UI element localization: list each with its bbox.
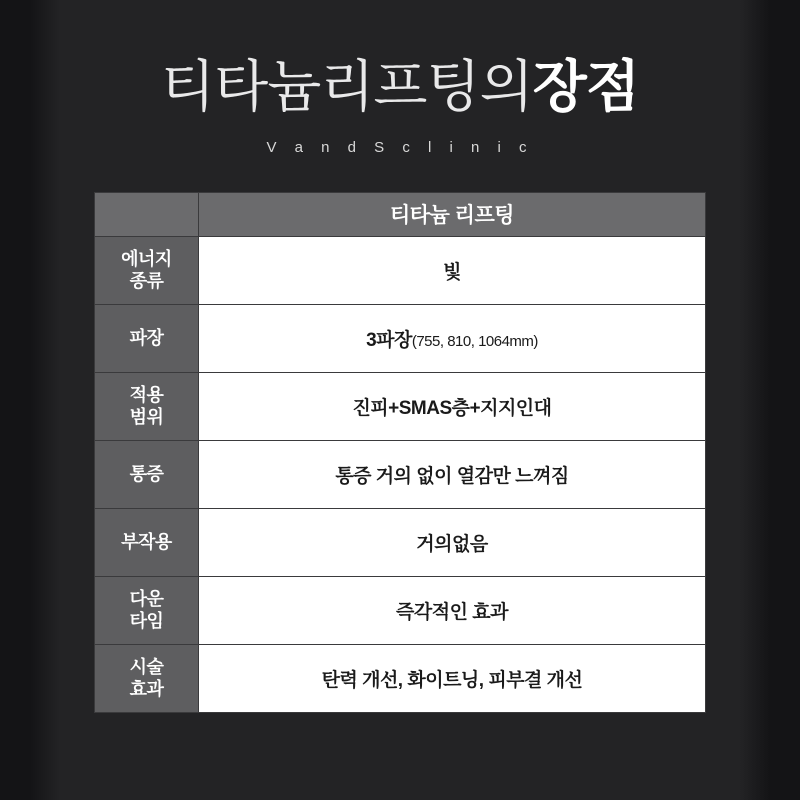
- row-label-line: 다운: [129, 588, 164, 609]
- row-label-line: 통증: [129, 464, 164, 485]
- row-label: [95, 236, 199, 304]
- row-value: [199, 576, 706, 644]
- row-label: [95, 304, 199, 372]
- spec-table-body: [95, 236, 706, 712]
- table-row: [95, 236, 706, 304]
- row-label: [95, 576, 199, 644]
- row-value: [199, 440, 706, 508]
- row-label: [95, 644, 199, 712]
- row-value-main: 통증 거의 없이 열감만 느껴짐: [335, 465, 569, 487]
- row-value: [199, 508, 706, 576]
- row-label-line: 효과: [129, 679, 164, 700]
- row-label-line: 시술: [129, 656, 164, 677]
- row-value-main: 3파장: [366, 329, 412, 351]
- spec-table-wrapper: [94, 192, 706, 713]
- row-label-line: 범위: [129, 407, 164, 428]
- page-title: [0, 55, 800, 118]
- row-label-line: 타임: [129, 611, 164, 632]
- table-row: [95, 508, 706, 576]
- row-value-main: 거의없음: [416, 533, 488, 555]
- row-value-note: (755, 810, 1064mm): [411, 332, 538, 350]
- table-column-title: 티타늄 리프팅: [199, 192, 706, 236]
- row-label-line: 파장: [129, 328, 164, 349]
- row-label-line: 종류: [129, 271, 164, 292]
- page-title-light: 티타늄리프팅의: [161, 55, 533, 118]
- row-label-line: 부작용: [121, 532, 172, 553]
- row-value: [199, 644, 706, 712]
- table-row: [95, 576, 706, 644]
- page-title-bold: 장점: [532, 55, 639, 118]
- row-label: [95, 440, 199, 508]
- row-label-line: 에너지: [121, 248, 172, 269]
- table-row: [95, 644, 706, 712]
- row-value-main: 즉각적인 효과: [396, 601, 508, 623]
- row-label-line: 적용: [129, 384, 164, 405]
- table-header-row: [95, 192, 706, 236]
- clinic-subtitle: V a n d S c l i n i c: [266, 138, 534, 156]
- table-row: [95, 440, 706, 508]
- table-row: [95, 304, 706, 372]
- row-label: [95, 508, 199, 576]
- row-label: [95, 372, 199, 440]
- spec-table: [94, 192, 706, 713]
- table-row: [95, 372, 706, 440]
- row-value: [199, 304, 706, 372]
- row-value: [199, 236, 706, 304]
- spec-table-head: [95, 192, 706, 236]
- row-value-main: 진피+SMAS층+지지인대: [352, 397, 552, 419]
- row-value-main: 빛: [443, 261, 461, 283]
- table-corner-cell: [95, 192, 199, 236]
- row-value: [199, 372, 706, 440]
- row-value-main: 탄력 개선, 화이트닝, 피부결 개선: [321, 669, 583, 691]
- page-header: [0, 0, 800, 156]
